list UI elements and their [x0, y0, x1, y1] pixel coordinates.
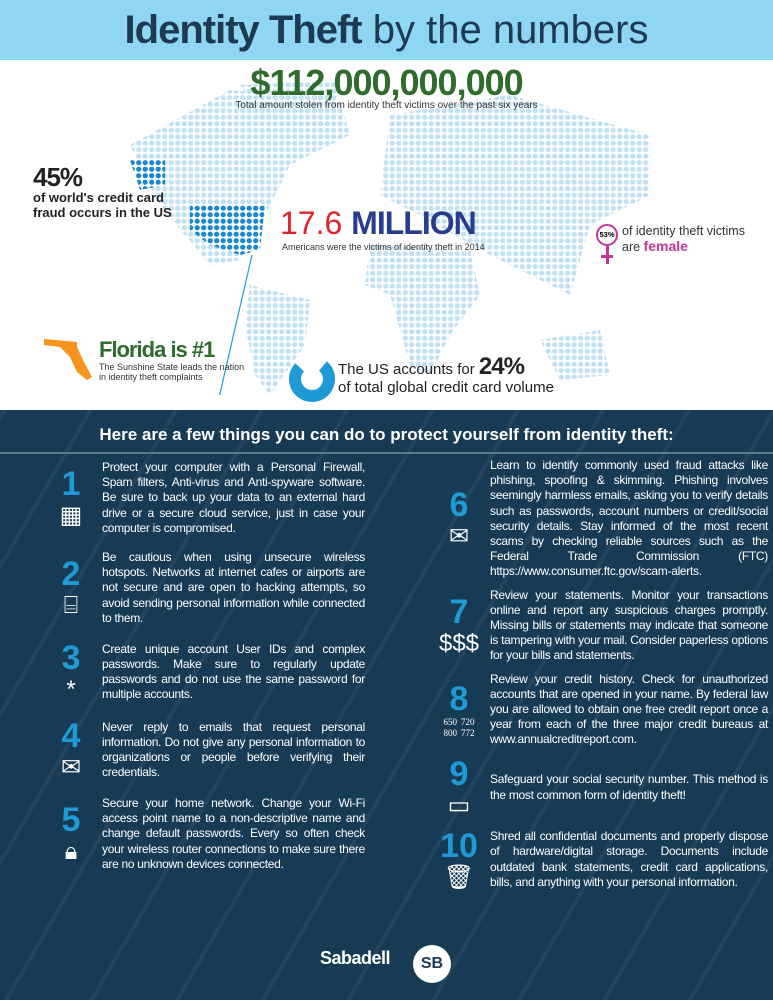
asterisk-icon: * [66, 676, 76, 704]
tip-number: 10 [440, 826, 478, 865]
florida-caption-2: in identity theft complaints [99, 372, 203, 382]
female-symbol-icon: 53% [596, 224, 618, 246]
alaska [130, 160, 165, 190]
female-caption-2: are [622, 240, 644, 254]
florida-caption [99, 362, 244, 382]
female-caption [622, 224, 745, 255]
credit-score: 800 [443, 727, 457, 738]
email-icon: ✉ [60, 754, 82, 782]
firewall-icon: ▦ [59, 502, 83, 529]
victims-stat [280, 205, 476, 241]
tip-item [428, 588, 768, 664]
us-fraud-caption-2: fraud occurs in the US [33, 205, 172, 220]
africa [365, 245, 480, 375]
tip-number: 1 [61, 465, 81, 503]
tips-left-column [40, 460, 365, 872]
florida-icon [42, 337, 97, 382]
tip-number: 9 [449, 754, 469, 793]
locked-keypad-icon: ⌸ [63, 592, 79, 620]
victims-number: 17.6 [280, 205, 343, 241]
tip-text: Review your credit history. Check for unauthorized accounts that are opened in your name. By federal law you are allowed to obtain one free credit report once a year from each of the three major credit bureaus at www.annualcreditreport.com. [490, 671, 768, 747]
title-rest: by the numbers [361, 8, 649, 52]
tip-text: Shred all confidential documents and properly dispose of hardware/digital storage. Documents include outdated bank statements, credit card applications, bills, and anything with your personal information. [490, 829, 768, 889]
female-symbol-cross [601, 255, 613, 258]
tip-item [40, 718, 365, 782]
credit-score: 772 [461, 727, 475, 738]
tip-text: Be cautious when using unsecure wireless hotspots. Networks at internet cafes or airports are not secure and are open to hacking attempts, so avoid sending personal information while connected to them. [102, 550, 365, 625]
tip-item [428, 828, 768, 892]
tip-text: Learn to identify commonly used fraud attacks like phishing, spoofing & skimming. Phishing involves seemingly harmless emails, asking you to verify details such as passwords, account numbers or credit/social security details. Stay informed of the most recent scams by checking reliable sources such as the Federal Trade Commission (FTC) https://www.consumer.ftc.gov/scam-alerts. [490, 458, 768, 579]
credit-scores-icon [444, 717, 475, 739]
header-title [0, 0, 773, 60]
victims-unit: MILLION [351, 205, 476, 241]
tip-item [40, 550, 365, 626]
tip-text: Never reply to emails that request personal information. Do not give any personal information to organizations or people before verifying their credentials. [102, 719, 365, 780]
credit-score: 720 [461, 716, 475, 727]
tip-text: Protect your computer with a Personal Firewall, Spam filters, Anti-virus and Anti-spyware software. Be sure to back up your data to an external hard drive or a secure cloud service, just in case your computer is compromised. [102, 460, 365, 535]
tips-right-column [428, 458, 768, 892]
divider [0, 452, 773, 454]
tip-number: 4 [61, 717, 81, 756]
florida-caption-1: The Sunshine State leads the nation [99, 362, 245, 372]
sabadell-mark-icon: SB [413, 945, 451, 983]
ssn-card-icon: ▭ [447, 791, 471, 819]
total-amount: $112,000,000,000 [250, 62, 523, 103]
tips-heading: Here are a few things you can do to protect yourself from identity theft: [99, 425, 674, 444]
credit-score: 650 [443, 716, 457, 727]
tip-item [40, 640, 365, 704]
tip-text: Create unique account User IDs and complex passwords. Make sure to regularly update passwords and do not use the same password for multiple accounts. [102, 641, 365, 702]
tip-item [428, 458, 768, 580]
volume-pct: 24% [478, 353, 524, 380]
tip-text: Safeguard your social security number. This method is the most common form of identity theft! [490, 772, 768, 802]
female-caption-1: of identity theft victims [622, 224, 745, 238]
tip-item [40, 460, 365, 536]
us-fraud-caption [33, 190, 172, 220]
volume-caption-1: The US accounts for [338, 361, 479, 378]
tip-number: 7 [449, 592, 469, 631]
volume-caption-2: of total global credit card volume [338, 379, 554, 396]
total-caption: Total amount stolen from identity theft victims over the past six years [235, 100, 538, 111]
victims-caption: Americans were the victims of identity theft in 2014 [282, 242, 485, 252]
tip-number: 6 [449, 485, 469, 524]
dollar-icon: $$$ [438, 629, 480, 657]
tip-text: Review your statements. Monitor your transactions online and report any suspicious charges promptly. Missing bills or statements may indicate that someone is tampering with your mail. Consider paperless options for your bills and statements. [490, 587, 768, 663]
tip-number: 8 [449, 679, 469, 718]
tip-number: 2 [61, 555, 81, 594]
volume-pie-icon [288, 355, 336, 403]
florida-title: Florida is #1 [99, 337, 215, 362]
tip-item [40, 796, 365, 872]
female-word: female [643, 238, 688, 254]
sabadell-logo: Sabadell [320, 948, 391, 968]
tip-text: Secure your home network. Change your Wi-Fi access point name to a non-descriptive name and change default passwords. Every so often check your wireless router connections to make sure there are no unknown devices connected. [102, 796, 365, 871]
tip-number: 5 [61, 801, 81, 840]
us-fraud-pct: 45% [33, 162, 83, 192]
tip-item [428, 756, 768, 820]
tip-number: 3 [61, 639, 81, 678]
us-fraud-caption-1: of world's credit card [33, 190, 164, 205]
warning-email-icon: ✉ [448, 522, 470, 550]
volume-caption [338, 353, 554, 397]
title-bold: Identity Theft [124, 8, 362, 52]
trash-icon: 🗑︎ [443, 863, 475, 891]
wifi-lock-icon: 🔒︎ [64, 838, 78, 866]
tip-item [428, 672, 768, 748]
